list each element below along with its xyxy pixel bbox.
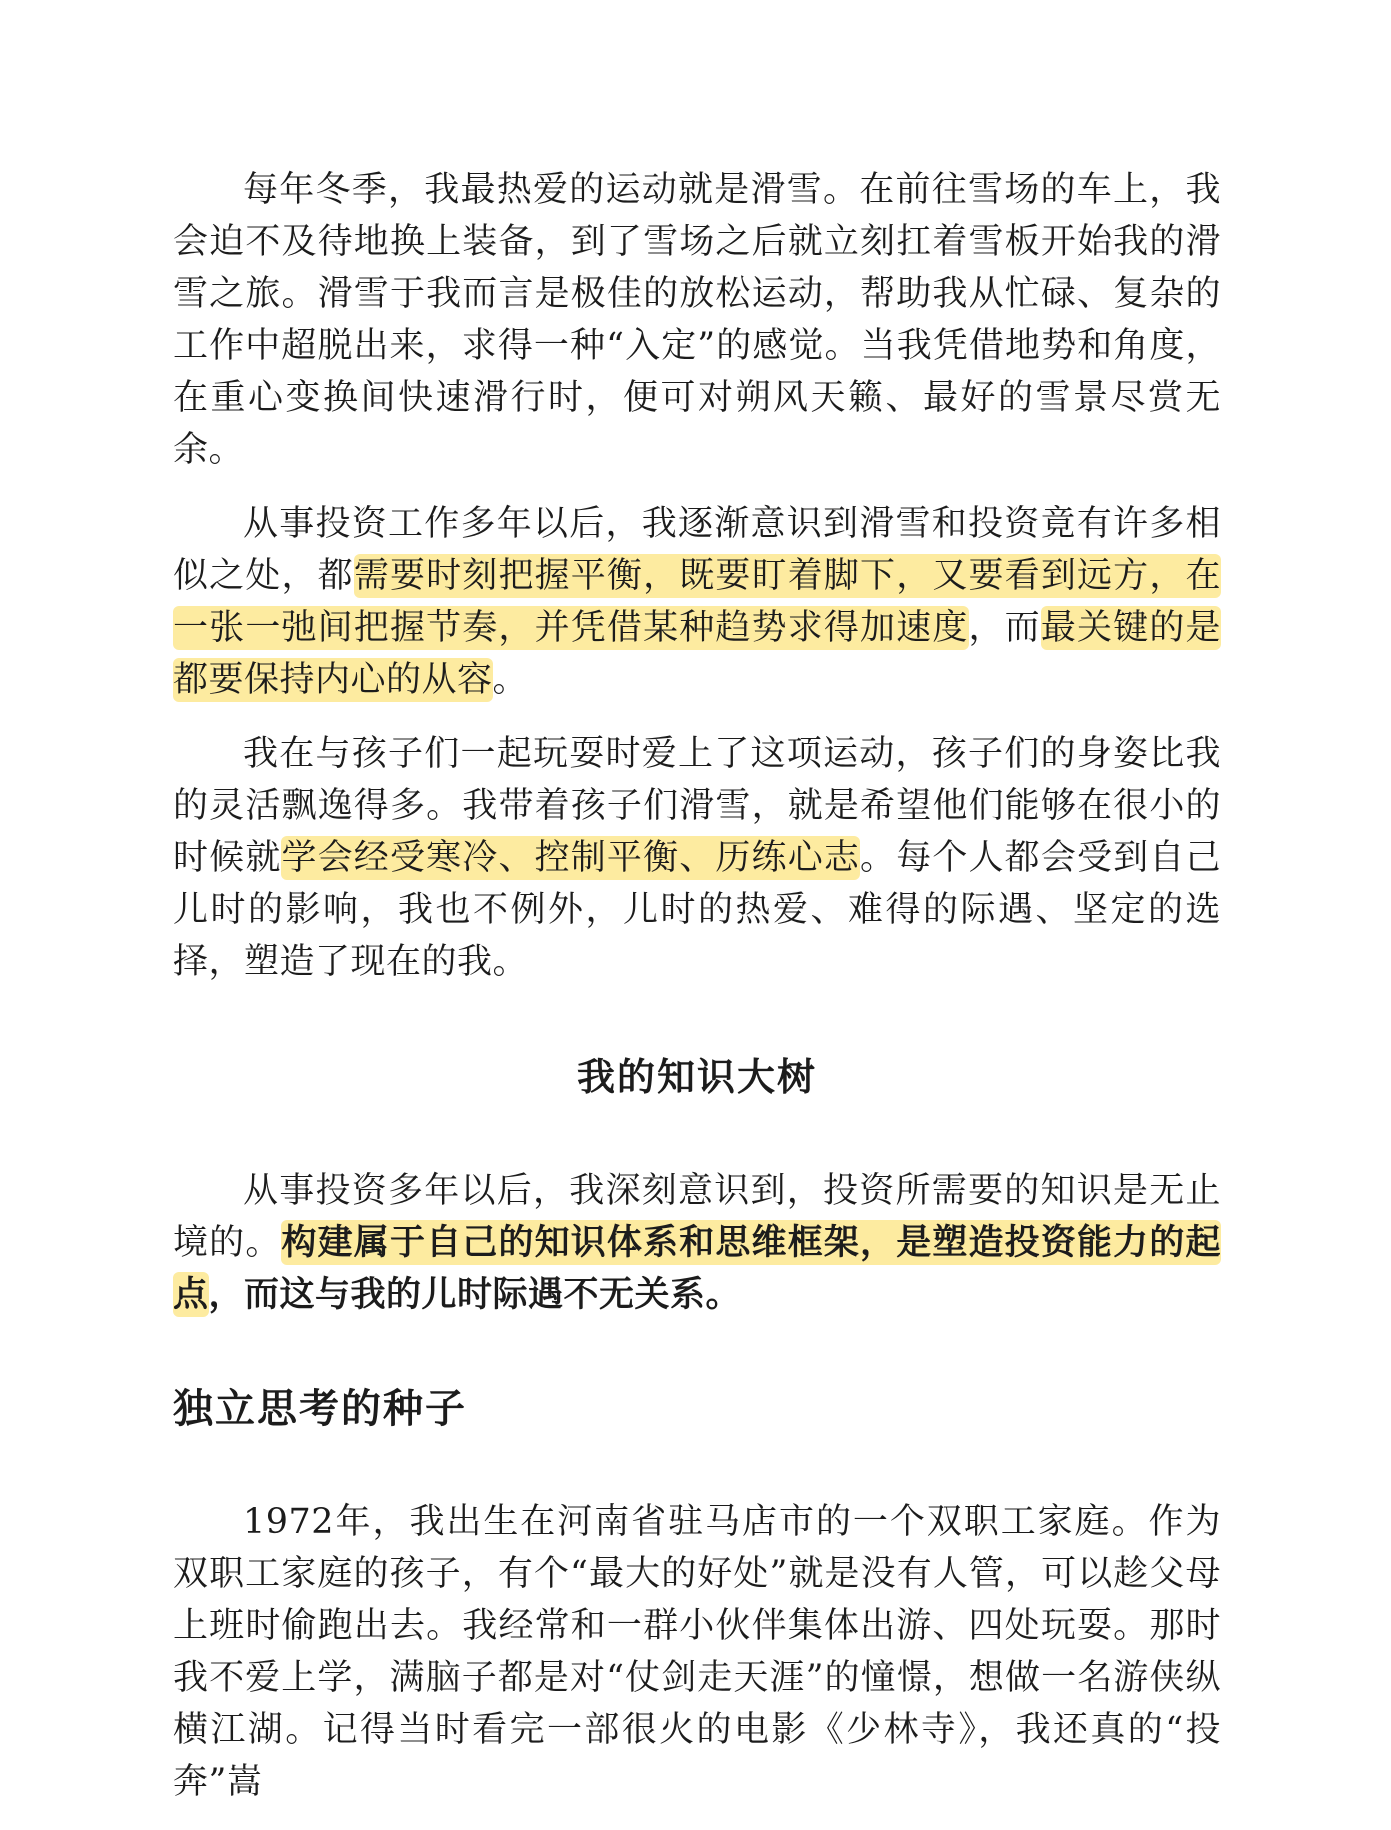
document-page xyxy=(173,164,1221,1830)
paragraph-childhood xyxy=(173,1496,1221,1808)
highlighted-bold-text: 构建属于自己的知识体系和思维框架，是塑造投资能力的起点 xyxy=(173,1222,1221,1315)
paragraph-text: 。每个人都会受到自己儿时的影响，我也不例外，儿时的热爱、难得的际遇、坚定的选择，塑造了现在的我。 xyxy=(173,838,1221,982)
bold-text: ，而这与我的儿时际遇不无关系。 xyxy=(208,1274,742,1315)
section-heading: 我的知识大树 xyxy=(576,1055,817,1099)
paragraph-text: 。 xyxy=(492,660,529,700)
paragraph-text: 每年冬季，我最热爱的运动就是滑雪。在前往雪场的车上，我会迫不及待地换上装备，到了雪场之后就立刻扛着雪板开始我的滑雪之旅。滑雪于我而言是极佳的放松运动，帮助我从忙碌、复杂的工作中超脱出来，求得一种“入定”的感觉。当我凭借地势和角度，在重心变换间快速滑行时，便可对朔风天籁、最好的雪景尽赏无余。 xyxy=(173,170,1221,470)
paragraph-skiing-investing xyxy=(173,498,1221,706)
subsection-heading: 独立思考的种子 xyxy=(173,1386,467,1432)
highlighted-text: 最关键的是都要保持内心的从容 xyxy=(173,608,1221,700)
paragraph-text: ，而 xyxy=(968,608,1041,648)
highlighted-text: 需要时刻把握平衡，既要盯着脚下，又要看到远方，在一张一弛间把握节奏，并凭借某种趋势求得加速度 xyxy=(173,556,1221,648)
paragraph-skiing xyxy=(173,164,1221,476)
paragraph-children xyxy=(173,728,1221,988)
highlighted-text: 学会经受寒冷、控制平衡、历练心志 xyxy=(281,838,861,878)
paragraph-text: 1972年，我出生在河南省驻马店市的一个双职工家庭。作为双职工家庭的孩子，有个“最大的好处”就是没有人管，可以趁父母上班时偷跑出去。我经常和一群小伙伴集体出游、四处玩耍。那时我不爱上学，满脑子都是对“仗剑走天涯”的憧憬，想做一名游侠纵横江湖。记得当时看完一部很火的电影《少林寺》，我还真的“投奔”嵩 xyxy=(173,1502,1221,1802)
paragraph-text: 从事投资工作多年以后，我逐渐意识到滑雪和投资竟有许多相似之处，都 xyxy=(173,504,1221,596)
paragraph-knowledge xyxy=(173,1165,1221,1321)
paragraph-text: 从事投资多年以后，我深刻意识到，投资所需要的知识是无止境的。 xyxy=(173,1171,1221,1263)
paragraph-text: 我在与孩子们一起玩耍时爱上了这项运动，孩子们的身姿比我的灵活飘逸得多。我带着孩子们滑雪，就是希望他们能够在很小的时候就 xyxy=(173,734,1221,878)
